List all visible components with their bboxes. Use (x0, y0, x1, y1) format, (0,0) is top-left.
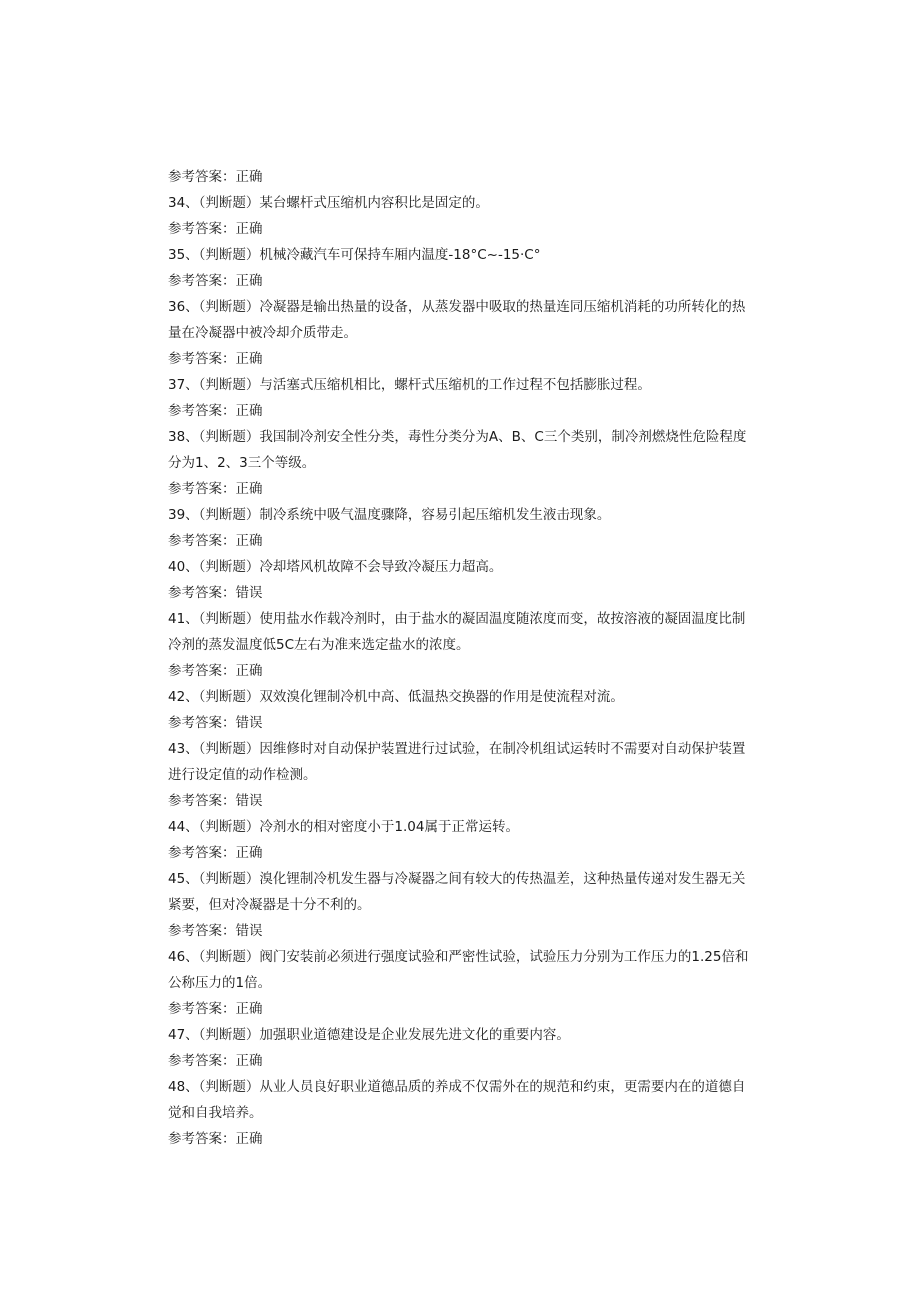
question-item (168, 866, 758, 944)
question-item (168, 502, 758, 554)
question-item (168, 944, 758, 1022)
question-text: 35、（判断题）机械冷藏汽车可保持车厢内温度-18°C~-15·C° (168, 247, 541, 263)
question-text: 44、（判断题）冷剂水的相对密度小于1.04属于正常运转。 (168, 819, 519, 835)
answer-line: 参考答案：正确 (168, 221, 263, 237)
answer-line: 参考答案：正确 (168, 533, 263, 549)
question-text: 39、（判断题）制冷系统中吸气温度骤降，容易引起压缩机发生液击现象。 (168, 507, 611, 523)
answer-line: 参考答案：正确 (168, 169, 263, 185)
question-text: 34、（判断题）某台螺杆式压缩机内容积比是固定的。 (168, 195, 489, 211)
answer-line: 参考答案：错误 (168, 715, 263, 731)
question-item (168, 424, 758, 502)
question-item (168, 814, 758, 866)
question-item (168, 684, 758, 736)
question-text: 47、（判断题）加强职业道德建设是企业发展先进文化的重要内容。 (168, 1027, 570, 1043)
question-item (168, 606, 758, 684)
answer-line: 参考答案：正确 (168, 351, 263, 367)
question-text: 46、（判断题）阀门安装前必须进行强度试验和严密性试验，试验压力分别为工作压力的1.25倍和公称压力的1倍。 (168, 949, 749, 991)
question-text: 38、（判断题）我国制冷剂安全性分类，毒性分类分为A、B、C三个类别，制冷剂燃烧性危险程度分为1、2、3三个等级。 (168, 429, 747, 471)
answer-line: 参考答案：正确 (168, 273, 263, 289)
question-item (168, 242, 758, 294)
answer-line: 参考答案：错误 (168, 793, 263, 809)
question-item (168, 554, 758, 606)
answer-line: 参考答案：正确 (168, 403, 263, 419)
question-item (168, 372, 758, 424)
question-text: 45、（判断题）溴化锂制冷机发生器与冷凝器之间有较大的传热温差，这种热量传递对发生器无关紧要，但对冷凝器是十分不利的。 (168, 871, 746, 913)
question-text: 36、（判断题）冷凝器是输出热量的设备，从蒸发器中吸取的热量连同压缩机消耗的功所转化的热量在冷凝器中被冷却介质带走。 (168, 299, 746, 341)
answer-line: 参考答案：正确 (168, 481, 263, 497)
answer-line: 参考答案：正确 (168, 1001, 263, 1017)
question-item (168, 190, 758, 242)
answer-line: 参考答案：正确 (168, 663, 263, 679)
question-text: 48、（判断题）从业人员良好职业道德品质的养成不仅需外在的规范和约束，更需要内在的道德自觉和自我培养。 (168, 1079, 746, 1121)
question-text: 41、（判断题）使用盐水作载冷剂时，由于盐水的凝固温度随浓度而变，故按溶液的凝固温度比制冷剂的蒸发温度低5C左右为准来选定盐水的浓度。 (168, 611, 746, 653)
question-text: 37、（判断题）与活塞式压缩机相比，螺杆式压缩机的工作过程不包括膨胀过程。 (168, 377, 651, 393)
question-text: 43、（判断题）因维修时对自动保护装置进行过试验，在制冷机组试运转时不需要对自动保护装置进行设定值的动作检测。 (168, 741, 746, 783)
question-text: 42、（判断题）双效溴化锂制冷机中高、低温热交换器的作用是使流程对流。 (168, 689, 624, 705)
question-text: 40、（判断题）冷却塔风机故障不会导致冷凝压力超高。 (168, 559, 503, 575)
question-item (168, 1074, 758, 1152)
question-item (168, 1022, 758, 1074)
question-item (168, 294, 758, 372)
answer-line: 参考答案：错误 (168, 585, 263, 601)
document-page (168, 164, 758, 1152)
question-item (168, 736, 758, 814)
answer-line: 参考答案：正确 (168, 845, 263, 861)
answer-line: 参考答案：正确 (168, 1053, 263, 1069)
answer-line: 参考答案：正确 (168, 1131, 263, 1147)
answer-line: 参考答案：错误 (168, 923, 263, 939)
